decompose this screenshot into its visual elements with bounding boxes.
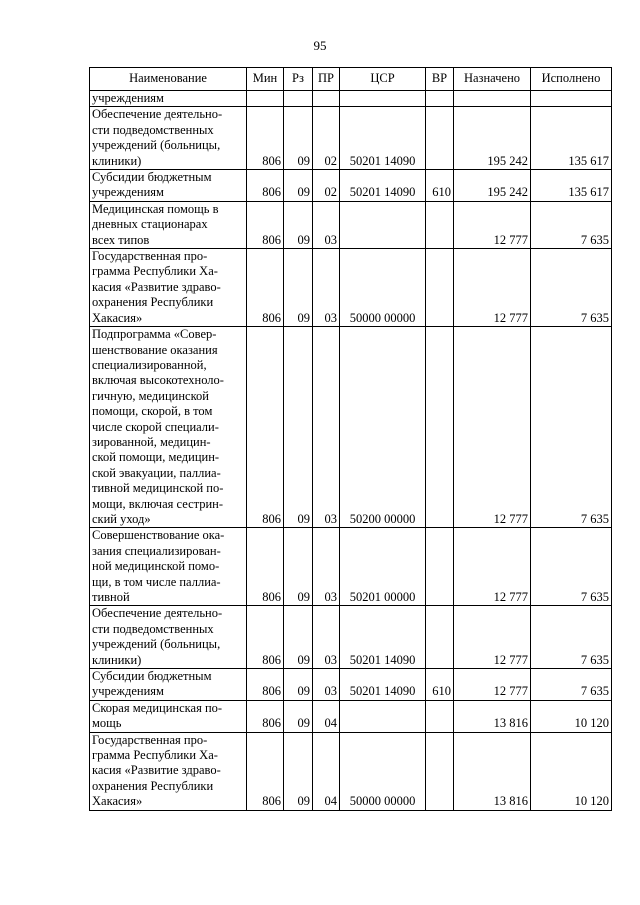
cell-assigned: 12 777	[454, 606, 531, 669]
cell-pr: 04	[313, 700, 340, 732]
cell-executed: 7 635	[531, 249, 612, 327]
cell-rz: 09	[284, 170, 313, 202]
cell-executed: 135 617	[531, 170, 612, 202]
cell-name	[90, 700, 247, 732]
header-vr: ВР	[426, 68, 454, 91]
cell-min: 806	[247, 201, 284, 248]
cell-csr: 50200 00000	[340, 327, 426, 528]
table-row	[90, 669, 612, 701]
row-name-text: Совершенствование ока- зания специализирован- ной медицинской помо- щи, в том числе паллиа- тивной	[92, 528, 225, 604]
cell-csr	[340, 700, 426, 732]
cell-vr	[426, 201, 454, 248]
cell-name	[90, 249, 247, 327]
cell-assigned: 12 777	[454, 201, 531, 248]
cell-rz: 09	[284, 249, 313, 327]
cell-assigned: 13 816	[454, 732, 531, 810]
cell-executed: 7 635	[531, 327, 612, 528]
row-name-text: учреждениям	[92, 91, 164, 105]
cell-csr: 50201 14090	[340, 606, 426, 669]
cell-pr: 03	[313, 249, 340, 327]
cell-vr: 610	[426, 669, 454, 701]
cell-assigned: 13 816	[454, 700, 531, 732]
header-name: Наименование	[90, 68, 247, 91]
page-number: 95	[313, 38, 327, 53]
cell-min: 806	[247, 170, 284, 202]
cell-assigned	[454, 91, 531, 107]
row-name-text: Подпрограмма «Совер- шенствование оказания специализированной, включая высокотехноло- гичную, медицинской помощи, скорой, в том числе скорой специали- зированной, медицин- ской помощи, медицин- ской эвакуации, паллиа- тивной медицинской по- мощи, включая сестрин- ский уход»	[92, 327, 224, 526]
table-header-row	[90, 68, 612, 91]
cell-min: 806	[247, 606, 284, 669]
cell-vr	[426, 107, 454, 170]
cell-executed: 10 120	[531, 700, 612, 732]
row-name-text: Обеспечение деятельно- сти подведомственных учреждений (больницы, клиники)	[92, 107, 223, 168]
cell-pr: 03	[313, 528, 340, 606]
cell-executed: 135 617	[531, 107, 612, 170]
cell-min: 806	[247, 249, 284, 327]
cell-pr: 02	[313, 107, 340, 170]
cell-csr: 50000 00000	[340, 249, 426, 327]
cell-vr	[426, 91, 454, 107]
cell-rz: 09	[284, 107, 313, 170]
row-name-text: Обеспечение деятельно- сти подведомственных учреждений (больницы, клиники)	[92, 606, 223, 667]
cell-vr	[426, 606, 454, 669]
cell-executed: 7 635	[531, 606, 612, 669]
header-csr: ЦСР	[340, 68, 426, 91]
row-name-text: Скорая медицинская по- мощь	[92, 700, 223, 731]
row-name-text: Субсидии бюджетным учреждениям	[92, 170, 212, 200]
cell-vr: 610	[426, 170, 454, 202]
table-row	[90, 249, 612, 327]
cell-pr: 02	[313, 170, 340, 202]
cell-min: 806	[247, 107, 284, 170]
cell-assigned: 12 777	[454, 528, 531, 606]
cell-vr	[426, 700, 454, 732]
table-row	[90, 170, 612, 202]
cell-name	[90, 528, 247, 606]
cell-pr: 04	[313, 732, 340, 810]
cell-csr: 50201 00000	[340, 528, 426, 606]
cell-name	[90, 201, 247, 248]
cell-assigned: 12 777	[454, 669, 531, 701]
cell-min: 806	[247, 700, 284, 732]
cell-pr: 03	[313, 201, 340, 248]
cell-rz: 09	[284, 669, 313, 701]
header-min: Мин	[247, 68, 284, 91]
header-pr: ПР	[313, 68, 340, 91]
cell-assigned: 195 242	[454, 170, 531, 202]
cell-executed: 7 635	[531, 669, 612, 701]
cell-rz	[284, 91, 313, 107]
row-name-text: Государственная про- грамма Республики Ха- касия «Развитие здраво- охранения Республики Хакасия»	[92, 732, 221, 809]
cell-name	[90, 91, 247, 107]
cell-pr: 03	[313, 669, 340, 701]
cell-pr	[313, 91, 340, 107]
table-row	[90, 528, 612, 606]
cell-assigned: 12 777	[454, 327, 531, 528]
cell-name	[90, 327, 247, 528]
cell-csr	[340, 201, 426, 248]
cell-name	[90, 669, 247, 701]
cell-vr	[426, 327, 454, 528]
table-row	[90, 201, 612, 248]
cell-csr: 50201 14090	[340, 669, 426, 701]
table-row	[90, 327, 612, 528]
cell-executed: 10 120	[531, 732, 612, 810]
cell-vr	[426, 249, 454, 327]
cell-rz: 09	[284, 606, 313, 669]
cell-executed: 7 635	[531, 201, 612, 248]
budget-table	[89, 67, 612, 811]
cell-csr: 50000 00000	[340, 732, 426, 810]
header-assigned: Назначено	[454, 68, 531, 91]
header-executed: Исполнено	[531, 68, 612, 91]
cell-name	[90, 732, 247, 810]
cell-vr	[426, 528, 454, 606]
cell-executed: 7 635	[531, 528, 612, 606]
cell-min: 806	[247, 528, 284, 606]
cell-min: 806	[247, 669, 284, 701]
cell-min: 806	[247, 732, 284, 810]
cell-csr: 50201 14090	[340, 107, 426, 170]
cell-rz: 09	[284, 327, 313, 528]
row-name-text: Субсидии бюджетным учреждениям	[92, 669, 212, 699]
cell-csr	[340, 91, 426, 107]
cell-assigned: 12 777	[454, 249, 531, 327]
cell-min	[247, 91, 284, 107]
table-row	[90, 91, 612, 107]
cell-rz: 09	[284, 700, 313, 732]
cell-rz: 09	[284, 732, 313, 810]
cell-csr: 50201 14090	[340, 170, 426, 202]
row-name-text: Государственная про- грамма Республики Ха- касия «Развитие здраво- охранения Республики Хакасия»	[92, 249, 221, 325]
header-rz: Рз	[284, 68, 313, 91]
cell-pr: 03	[313, 606, 340, 669]
table-row	[90, 107, 612, 170]
cell-min: 806	[247, 327, 284, 528]
cell-name	[90, 170, 247, 202]
cell-name	[90, 606, 247, 669]
cell-assigned: 195 242	[454, 107, 531, 170]
cell-rz: 09	[284, 528, 313, 606]
cell-rz: 09	[284, 201, 313, 248]
row-name-text: Медицинская помощь в дневных стационарах всех типов	[92, 201, 219, 247]
table-row	[90, 732, 612, 810]
cell-vr	[426, 732, 454, 810]
table-row	[90, 700, 612, 732]
cell-executed	[531, 91, 612, 107]
table-row	[90, 606, 612, 669]
cell-name	[90, 107, 247, 170]
cell-pr: 03	[313, 327, 340, 528]
